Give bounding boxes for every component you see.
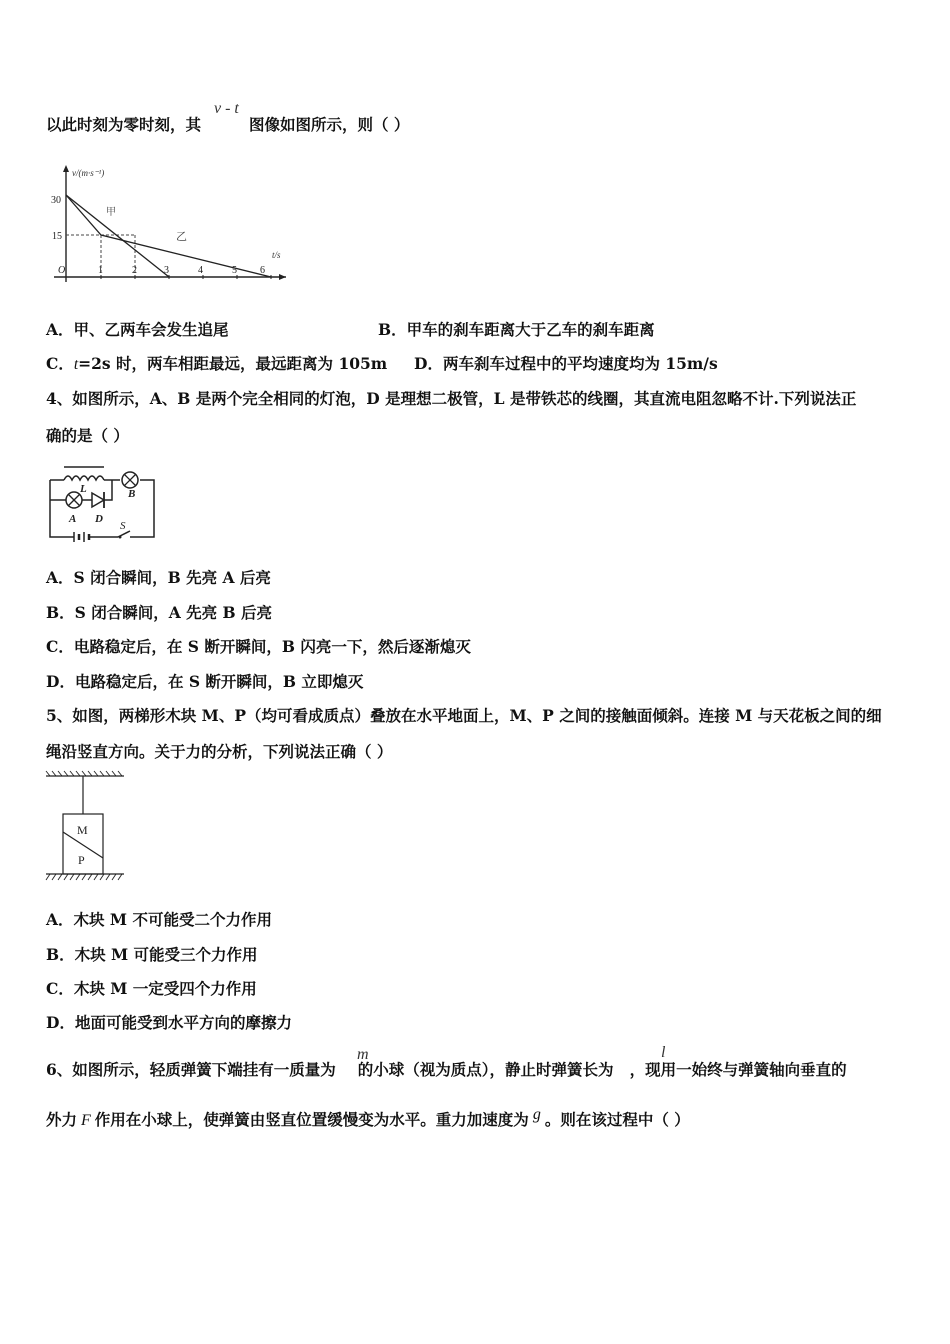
q6-l1a: 6、如图所示，轻质弹簧下端挂有一质量为 (46, 1060, 336, 1079)
q4-stem-line2: 确的是（ ） (46, 426, 129, 445)
q5-option-c: C．木块 M 一定受四个力作用 (46, 979, 257, 998)
switch-label: S (120, 520, 126, 532)
q6-stem-line1 (46, 1060, 847, 1080)
x-tick-1: 1 (98, 265, 103, 276)
axis-v-label: v/(m·s⁻¹) (72, 168, 105, 178)
q4-stem-line1: 4、如图所示，A、B 是两个完全相同的灯泡，D 是理想二极管，L 是带铁芯的线圈，其直流电阻忽略不计.下列说法正 (46, 389, 857, 408)
label-jia: 甲 (106, 207, 116, 218)
q6-f-symbol: F (81, 1112, 91, 1129)
q3-stem-pre: 以此时刻为零时刻，其 (46, 115, 202, 134)
vt-graph (46, 160, 296, 285)
coil-label: L (80, 483, 87, 495)
q6-l2b: 作用在小球上，使弹簧由竖直位置缓慢变为水平。重力加速度为 (94, 1110, 529, 1129)
axis-t-label: t/s (272, 250, 281, 260)
q3-option-c-var: t (73, 356, 79, 373)
x-tick-4: 4 (198, 265, 203, 276)
origin-label: O (58, 265, 66, 276)
lamp-a-label: A (69, 513, 77, 525)
q6-stem-line2 (46, 1106, 690, 1131)
x-tick-5: 5 (232, 265, 237, 276)
x-tick-3: 3 (164, 265, 169, 276)
q5-stem-line2: 绳沿竖直方向。关于力的分析，下列说法正确（ ） (46, 742, 393, 761)
block-m-label: M (77, 823, 88, 837)
q3-stem (46, 115, 409, 135)
q4-option-b: B．S 闭合瞬间，A 先亮 B 后亮 (46, 603, 273, 622)
q3-option-c-rest: =2s 时，两车相距最远，最远距离为 105m (78, 354, 388, 373)
q3-stem-post: 图像如图所示，则（ ） (249, 115, 410, 134)
q6-l-symbol: l (661, 1044, 666, 1061)
q3-option-c (46, 354, 387, 375)
q3-vt-symbol: v - t (214, 100, 239, 117)
q4-option-d: D．电路稳定后，在 S 断开瞬间，B 立即熄灭 (46, 672, 364, 691)
q4-option-a: A．S 闭合瞬间，B 先亮 A 后亮 (46, 568, 271, 587)
q5-option-b: B．木块 M 可能受三个力作用 (46, 945, 258, 964)
q4-option-c: C．电路稳定后，在 S 断开瞬间，B 闪亮一下，然后逐渐熄灭 (46, 637, 471, 656)
y-tick-15: 15 (52, 231, 62, 242)
block-p-label: P (78, 853, 85, 867)
diode-label: D (95, 513, 103, 525)
q6-l1c: ，现用一始终与弹簧轴向垂直的 (629, 1060, 847, 1079)
q6-l1b: 的小球（视为质点），静止时弹簧长为 (357, 1060, 614, 1079)
lamp-b-label: B (128, 488, 136, 500)
q6-g-symbol: g (532, 1106, 541, 1123)
q3-option-a: A．甲、乙两车会发生追尾 (46, 320, 229, 339)
line-jia (66, 195, 169, 277)
circuit-diagram (46, 462, 166, 547)
label-yi: 乙 (176, 231, 187, 243)
q5-option-a: A．木块 M 不可能受二个力作用 (46, 910, 272, 929)
q3-option-c-prefix: C． (46, 354, 74, 373)
q6-l2a: 外力 (46, 1110, 78, 1129)
q5-stem-line1: 5、如图，两梯形木块 M、P（均可看成质点）叠放在水平地面上，M、P 之间的接触面倾斜。连接 M 与天花板之间的细 (46, 706, 882, 725)
y-tick-30: 30 (51, 195, 61, 206)
q6-m-symbol: m (357, 1046, 369, 1063)
blocks-figure (44, 770, 128, 884)
x-tick-2: 2 (132, 265, 137, 276)
q6-l2c: 。则在该过程中（ ） (544, 1110, 690, 1129)
x-tick-6: 6 (260, 265, 265, 276)
q3-option-d: D．两车刹车过程中的平均速度均为 15m/s (414, 354, 718, 373)
q3-option-b: B．甲车的刹车距离大于乙车的刹车距离 (378, 320, 655, 339)
q5-option-d: D．地面可能受到水平方向的摩擦力 (46, 1013, 292, 1032)
